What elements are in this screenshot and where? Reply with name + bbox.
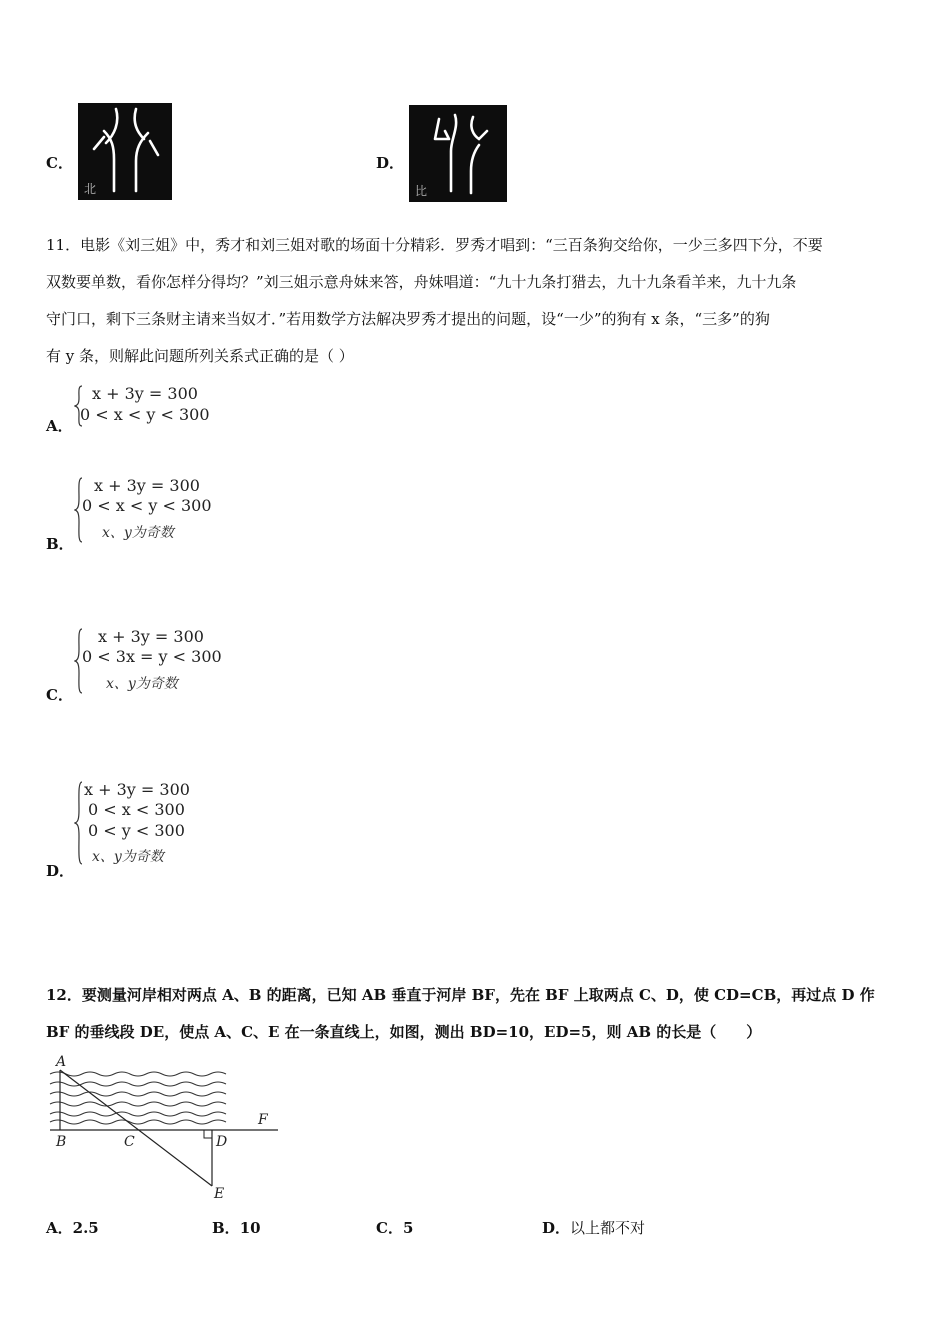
bei-glyph-icon — [78, 103, 172, 200]
point-c-label: C — [124, 1134, 135, 1150]
q11-option-c-row3: x、y为奇数 — [106, 676, 178, 692]
q11-option-d-row2: 0 < x < 300 — [88, 800, 185, 819]
point-f-label: F — [258, 1112, 268, 1128]
q11-text-line1: 11．电影《刘三姐》中，秀才和刘三姐对歌的场面十分精彩．罗秀才唱到：“三百条狗交给你，一少三多四下分，不要 — [46, 236, 823, 254]
q11-option-d-row1: x + 3y = 300 — [84, 780, 190, 799]
q11-option-a-label: A． — [46, 417, 73, 435]
q10-option-c-char: 北 — [84, 182, 97, 196]
q11-option-a-row2: 0 < x < y < 300 — [80, 405, 210, 424]
q11-option-b-system — [74, 476, 234, 546]
q12-answer-d — [542, 1217, 645, 1238]
q12-answer-c — [376, 1217, 413, 1238]
q11-option-a-system — [74, 384, 224, 428]
q10-option-c-image — [78, 103, 172, 200]
river-figure-diagram — [44, 1052, 284, 1202]
q12-answer-b-value: 10 — [239, 1219, 261, 1237]
q11-option-d-system — [74, 780, 224, 868]
q11-option-c-row2: 0 < 3x = y < 300 — [82, 647, 222, 666]
q12-answer-c-value: 5 — [402, 1219, 414, 1237]
q10-option-d-image — [409, 105, 507, 202]
point-e-label: E — [214, 1186, 225, 1202]
q11-option-a-row1: x + 3y = 300 — [92, 384, 198, 403]
point-a-label: A — [56, 1054, 67, 1070]
q12-figure — [44, 1052, 284, 1202]
q11-option-b-row2: 0 < x < y < 300 — [82, 496, 212, 515]
q11-option-c-row1: x + 3y = 300 — [98, 627, 204, 646]
q11-text-line3: 守门口，剩下三条财主请来当奴才．”若用数学方法解决罗秀才提出的问题，设“一少”的狗有 x 条，“三多”的狗 — [46, 310, 770, 328]
point-d-label: D — [216, 1134, 228, 1150]
q12-answer-b-label: B． — [212, 1219, 240, 1237]
q10-option-d-label: D． — [376, 154, 405, 172]
q12-answer-a-label: A． — [46, 1219, 73, 1237]
point-b-label: B — [56, 1134, 67, 1150]
q11-option-c-system — [74, 627, 244, 697]
q11-option-b-row3: x、y为奇数 — [102, 525, 174, 541]
q11-option-b-label: B． — [46, 535, 74, 553]
q12-text-line1: 12．要测量河岸相对两点 A、B 的距离，已知 AB 垂直于河岸 BF，先在 BF 上取两点 C、D，使 CD=CB，再过点 D 作 — [46, 986, 875, 1004]
q12-answer-d-value: 以上都不对 — [570, 1219, 646, 1237]
q11-option-d-row4: x、y为奇数 — [92, 849, 164, 865]
q12-answer-c-label: C． — [376, 1219, 403, 1237]
q11-option-d-label: D． — [46, 862, 75, 880]
q12-text-line2: BF 的垂线段 DE，使点 A、C、E 在一条直线上，如图，测出 BD=10，ED=5，则 AB 的长是（ ） — [46, 1023, 762, 1041]
q11-text-line2: 双数要单数，看你怎样分得均？”刘三姐示意舟妹来答，舟妹唱道：“九十九条打猎去，九十九条看羊来，九十九条 — [46, 273, 797, 291]
q11-text-line4: 有 y 条，则解此问题所列关系式正确的是（ ） — [46, 347, 354, 365]
q10-option-d-char: 比 — [415, 184, 428, 198]
q11-option-b-row1: x + 3y = 300 — [94, 476, 200, 495]
left-brace-icon — [74, 780, 84, 866]
river-waves — [50, 1072, 226, 1124]
q12-answer-d-label: D． — [542, 1219, 571, 1237]
q12-answer-a-value: 2.5 — [72, 1219, 99, 1237]
q12-answer-b — [212, 1217, 261, 1238]
q11-option-d-row3: 0 < y < 300 — [88, 821, 185, 840]
bi-glyph-icon — [409, 105, 507, 202]
q10-option-c-label: C． — [46, 154, 73, 172]
q12-answer-a — [46, 1217, 99, 1238]
q11-option-c-label: C． — [46, 686, 73, 704]
